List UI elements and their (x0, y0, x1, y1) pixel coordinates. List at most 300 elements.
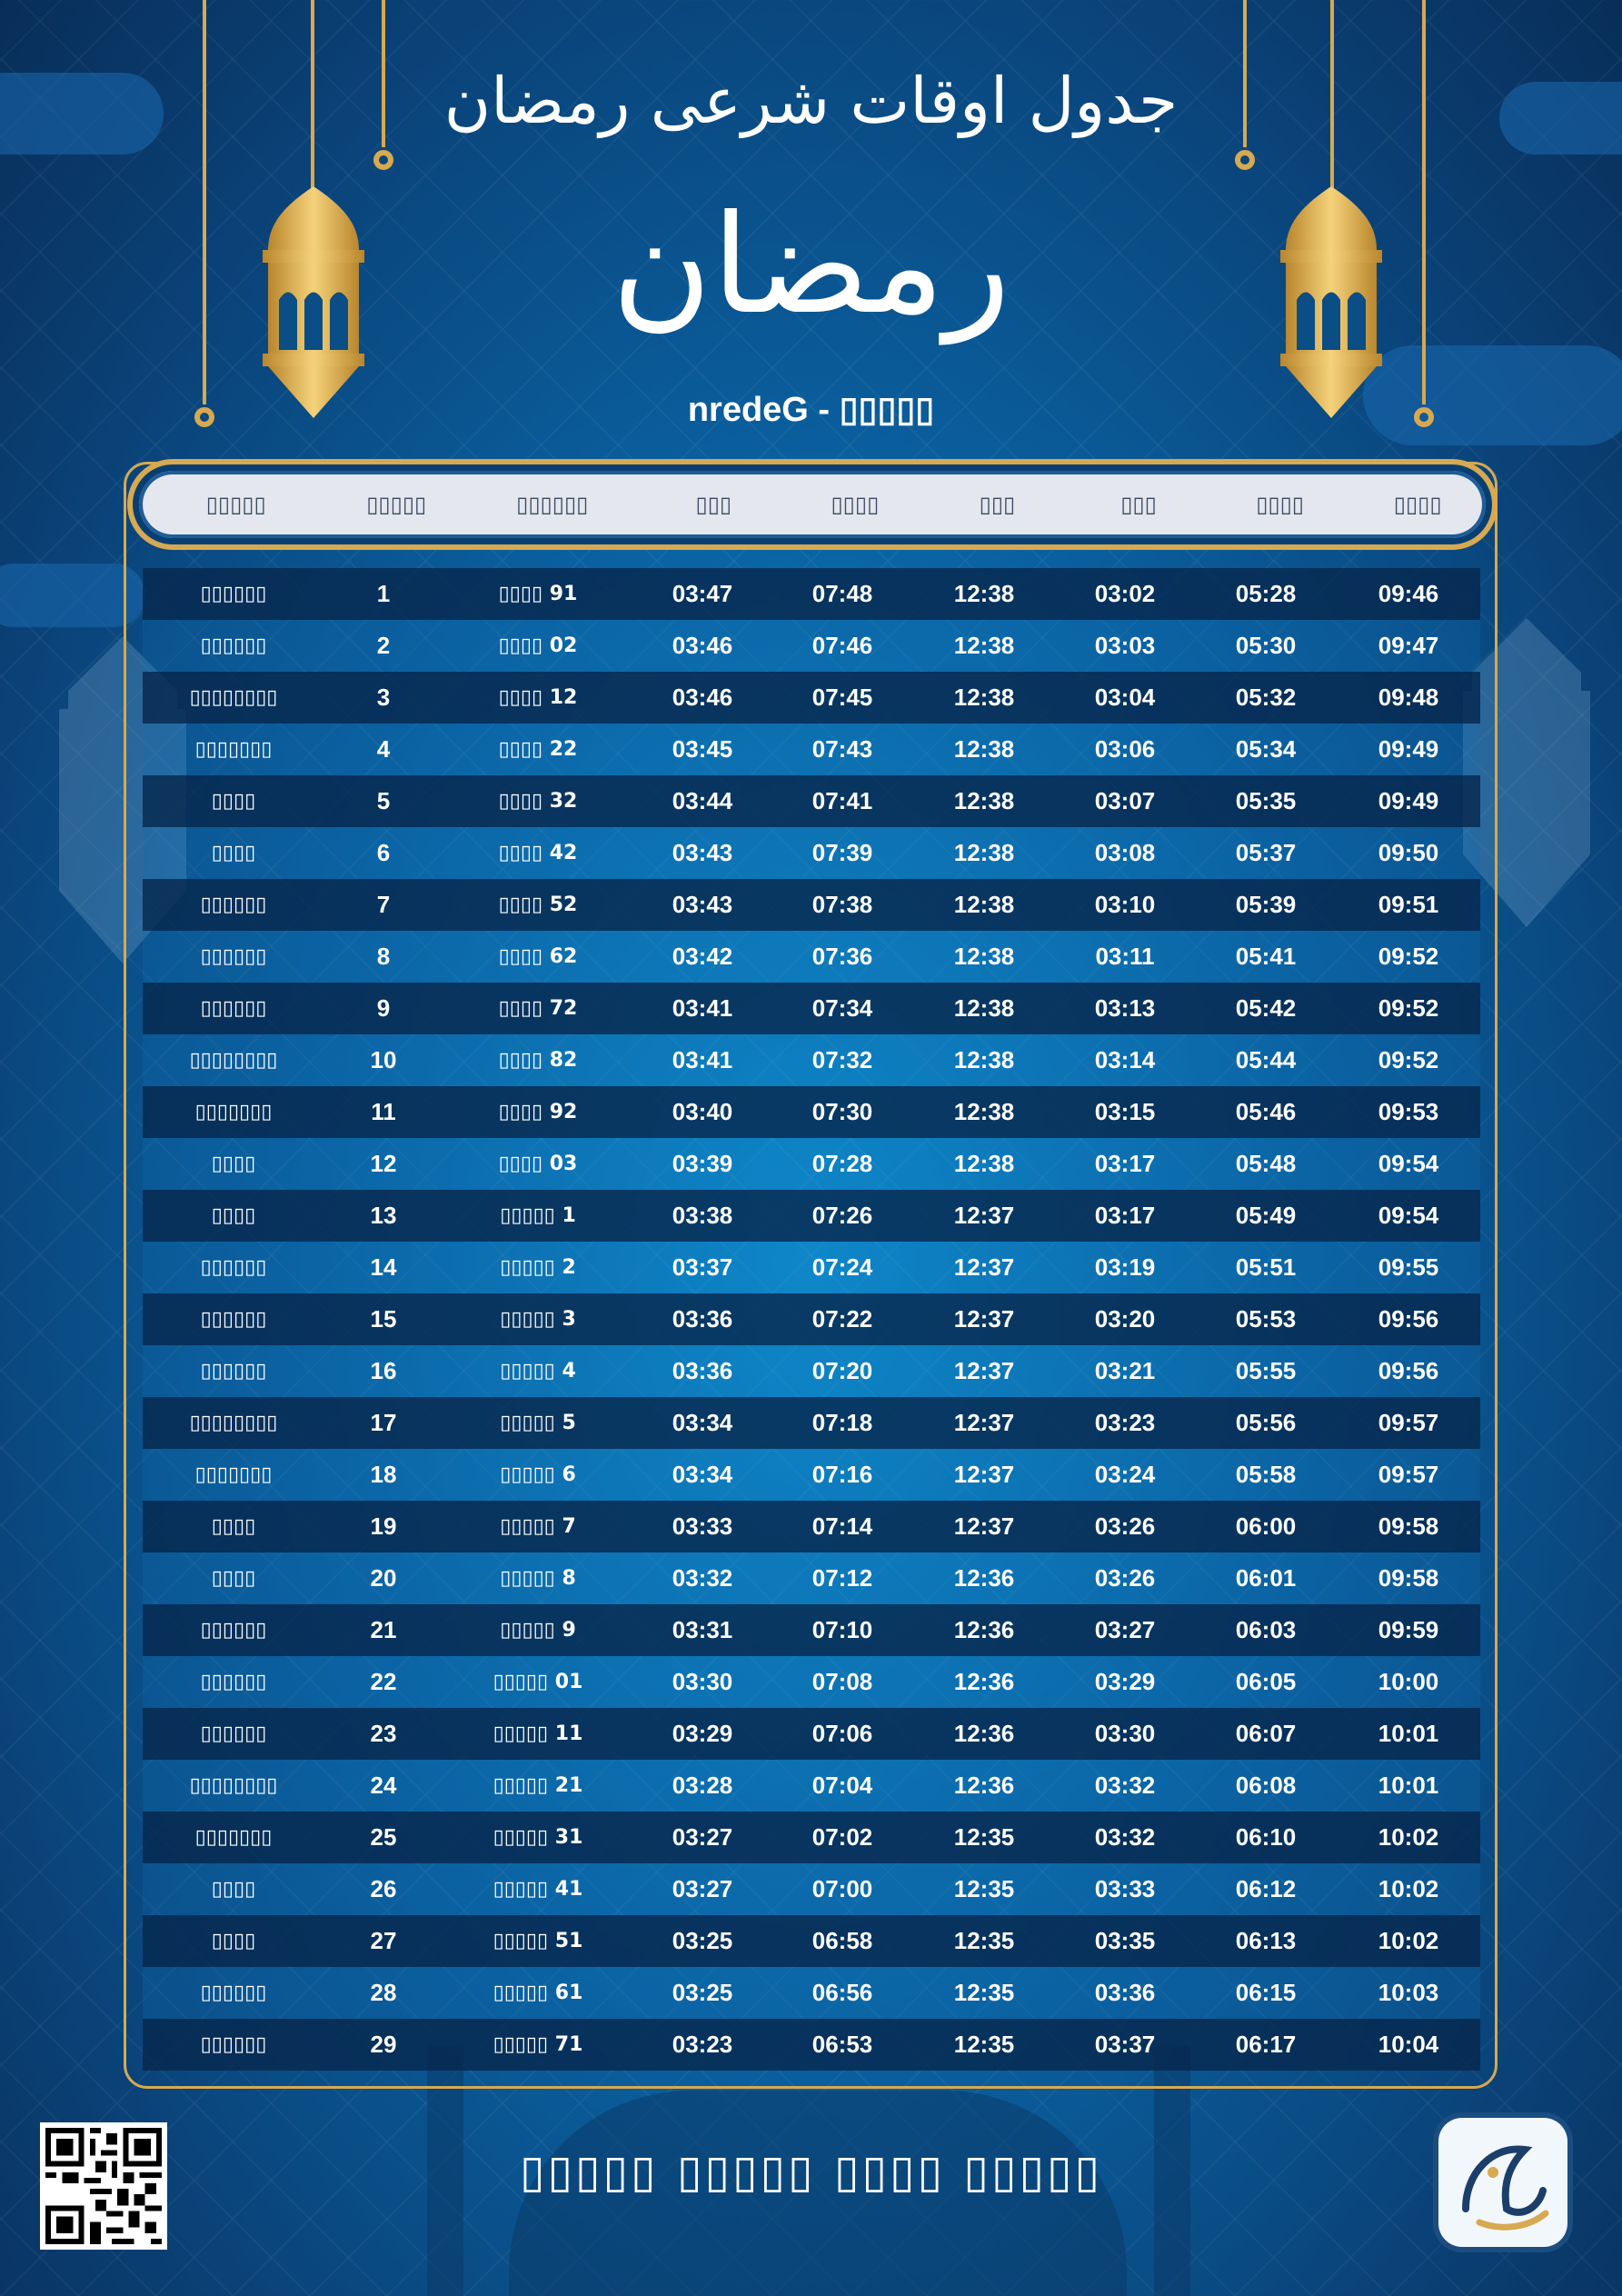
table-cell: 03:23 (1094, 1409, 1156, 1436)
table-row (143, 2019, 1480, 2071)
table-cell: ▯▯▯▯ (211, 1567, 256, 1590)
table-cell: 07:38 (811, 891, 873, 918)
table-cell: ▯▯▯▯▯ 21 (493, 1774, 583, 1797)
table-cell: 09:54 (1378, 1150, 1439, 1177)
table-cell: 14 (370, 1253, 397, 1281)
table-cell: ▯▯▯▯ 03 (498, 1153, 578, 1175)
table-cell: 09:56 (1378, 1357, 1439, 1384)
table-cell: 07:41 (811, 787, 873, 814)
table-cell: ▯▯▯▯▯▯▯ (194, 1463, 273, 1486)
table-cell: 03:35 (1094, 1927, 1156, 1954)
table-cell: ▯▯▯▯▯▯▯▯ (189, 1774, 278, 1797)
table-cell: 09:48 (1378, 684, 1439, 711)
table-cell: 03:45 (672, 735, 733, 763)
location-subtitle: nredeG - ▯▯▯▯▯ (687, 391, 935, 429)
table-row (143, 1863, 1480, 1915)
table-cell: ▯▯▯▯▯ 4 (500, 1360, 576, 1383)
table-cell: 07:36 (811, 943, 873, 970)
table-cell: 6 (376, 839, 391, 866)
table-row (143, 1397, 1480, 1449)
table-cell: 27 (370, 1927, 397, 1954)
table-cell: 07:45 (811, 684, 873, 711)
table-cell: 06:07 (1235, 1720, 1297, 1747)
table-cell: 03:36 (672, 1357, 733, 1384)
table-cell: 05:51 (1235, 1253, 1297, 1281)
table-cell: 03:23 (672, 2031, 733, 2058)
table-cell: ▯▯▯▯▯ 6 (500, 1463, 576, 1486)
table-cell: 03:43 (672, 891, 733, 918)
table-cell: ▯▯▯▯ 52 (498, 893, 578, 916)
table-header (127, 459, 1498, 550)
table-cell: 05:56 (1235, 1409, 1297, 1436)
table-cell: ▯▯▯▯▯ 51 (493, 1930, 583, 1952)
table-cell: 03:29 (672, 1720, 733, 1747)
table-row (143, 1760, 1480, 1812)
table-cell: 5 (376, 787, 391, 814)
table-cell: 03:33 (1094, 1875, 1156, 1902)
table-cell: ▯▯▯▯▯ 61 (493, 1982, 583, 2004)
table-row (143, 1708, 1480, 1760)
table-cell: 09:52 (1378, 994, 1439, 1022)
table-cell: 03:17 (1094, 1202, 1156, 1229)
table-cell: ▯▯▯▯ 92 (498, 1101, 578, 1123)
table-cell: ▯▯▯▯▯ 2 (500, 1256, 576, 1279)
table-cell: 05:39 (1235, 891, 1297, 918)
table-cell: 07:34 (811, 994, 873, 1022)
table-cell: ▯▯▯▯▯▯▯▯ (189, 1049, 278, 1072)
table-cell: 10:02 (1378, 1875, 1439, 1902)
table-cell: ▯▯▯▯ 42 (498, 842, 578, 864)
table-cell: 06:13 (1235, 1927, 1297, 1954)
table-cell: 03:21 (1094, 1357, 1156, 1384)
table-cell: 07:24 (811, 1253, 873, 1281)
table-cell: ▯▯▯▯ 12 (498, 686, 578, 709)
table-cell: ▯▯▯▯▯▯ (200, 583, 267, 605)
table-row (143, 827, 1480, 879)
table-cell: 03:34 (672, 1461, 733, 1488)
table-cell: ▯▯▯▯ (211, 1878, 256, 1901)
calligraphy-logo-icon (1438, 2118, 1567, 2247)
table-cell: 12:37 (953, 1305, 1015, 1333)
table-cell: 1 (376, 580, 391, 607)
table-cell: 06:17 (1235, 2031, 1297, 2058)
table-row (143, 568, 1480, 620)
table-cell: ▯▯▯▯ 72 (498, 997, 578, 1020)
page-title: رمضان (612, 186, 1010, 344)
table-cell: 03:30 (672, 1668, 733, 1695)
table-cell: 03:11 (1095, 943, 1155, 970)
table-row (143, 724, 1480, 775)
table-cell: 12 (370, 1150, 397, 1177)
table-cell: 13 (370, 1202, 397, 1229)
table-cell: 07:48 (811, 580, 873, 607)
table-cell: 07:10 (811, 1616, 873, 1643)
column-header: ▯▯▯▯▯ (205, 492, 266, 517)
table-cell: 12:35 (953, 1927, 1015, 1954)
table-cell: 12:37 (953, 1253, 1015, 1281)
table-row (143, 1812, 1480, 1863)
table-cell: 03:33 (672, 1512, 733, 1540)
table-cell: 25 (370, 1823, 397, 1851)
table-cell: 21 (370, 1616, 397, 1643)
table-cell: 24 (370, 1772, 397, 1799)
table-row (143, 1345, 1480, 1397)
table-cell: 03:02 (1094, 580, 1156, 607)
table-cell: 03:19 (1094, 1253, 1156, 1281)
table-cell: ▯▯▯▯▯▯ (200, 1722, 267, 1745)
table-cell: 05:41 (1235, 943, 1297, 970)
table-cell: 12:37 (953, 1409, 1015, 1436)
table-cell: 03:15 (1094, 1098, 1156, 1125)
table-cell: 12:38 (953, 632, 1015, 659)
table-cell: 05:49 (1235, 1202, 1297, 1229)
table-cell: ▯▯▯▯ 02 (498, 634, 578, 657)
table-body (143, 568, 1480, 2071)
table-cell: 26 (370, 1875, 397, 1902)
table-cell: 06:56 (811, 1979, 873, 2006)
table-cell: ▯▯▯▯▯ 11 (493, 1722, 583, 1745)
table-cell: 03:28 (672, 1772, 733, 1799)
table-cell: 03:04 (1094, 684, 1156, 711)
table-cell: 07:12 (811, 1564, 873, 1592)
table-cell: 05:32 (1235, 684, 1297, 711)
table-cell: 07:43 (811, 735, 873, 763)
table-cell: 03:37 (672, 1253, 733, 1281)
table-cell: 06:01 (1235, 1564, 1297, 1592)
table-cell: 12:36 (953, 1668, 1015, 1695)
table-cell: ▯▯▯▯▯▯▯ (194, 1101, 273, 1123)
table-cell: ▯▯▯▯ (211, 1515, 256, 1538)
table-cell: 18 (370, 1461, 397, 1488)
table-cell: 12:37 (953, 1461, 1015, 1488)
table-cell: ▯▯▯▯▯ 5 (500, 1412, 576, 1434)
table-cell: 03:38 (672, 1202, 733, 1229)
column-header: ▯▯▯▯ (1256, 492, 1305, 517)
table-row (143, 672, 1480, 724)
table-cell: 07:14 (811, 1512, 873, 1540)
table-cell: 07:18 (811, 1409, 873, 1436)
column-header: ▯▯▯▯ (1393, 492, 1442, 517)
table-cell: 23 (370, 1720, 397, 1747)
table-cell: 09:52 (1378, 1046, 1439, 1073)
table-row (143, 1034, 1480, 1086)
table-cell: ▯▯▯▯▯ 1 (500, 1204, 576, 1227)
table-cell: 05:46 (1235, 1098, 1297, 1125)
table-cell: 12:38 (953, 1046, 1015, 1073)
table-cell: 05:48 (1235, 1150, 1297, 1177)
table-cell: 12:36 (953, 1772, 1015, 1799)
table-cell: 7 (376, 891, 391, 918)
table-row (143, 931, 1480, 983)
table-cell: 10:03 (1378, 1979, 1439, 2006)
table-cell: 03:20 (1094, 1305, 1156, 1333)
table-cell: 07:26 (811, 1202, 873, 1229)
table-cell: 07:46 (811, 632, 873, 659)
table-cell: 03:07 (1094, 787, 1156, 814)
table-cell: ▯▯▯▯▯ 41 (493, 1878, 583, 1901)
table-cell: ▯▯▯▯ 91 (498, 583, 578, 605)
table-row (143, 1293, 1480, 1345)
table-cell: 05:44 (1235, 1046, 1297, 1073)
table-cell: 06:00 (1235, 1512, 1297, 1540)
table-cell: 12:38 (953, 684, 1015, 711)
table-cell: 09:49 (1378, 735, 1439, 763)
table-cell: 09:53 (1378, 1098, 1439, 1125)
table-cell: ▯▯▯▯▯▯▯ (194, 738, 273, 761)
table-cell: ▯▯▯▯ (211, 1204, 256, 1227)
table-cell: 03:36 (1094, 1979, 1156, 2006)
table-cell: ▯▯▯▯ (211, 790, 256, 813)
table-row (143, 775, 1480, 827)
table-cell: ▯▯▯▯▯ 3 (500, 1308, 576, 1331)
table-cell: 03:06 (1094, 735, 1156, 763)
table-cell: 03:26 (1094, 1512, 1156, 1540)
table-cell: 07:02 (811, 1823, 873, 1851)
table-cell: 10:02 (1378, 1823, 1439, 1851)
table-cell: 12:36 (953, 1720, 1015, 1747)
table-cell: 19 (370, 1512, 397, 1540)
table-cell: 09:49 (1378, 787, 1439, 814)
table-cell: 03:27 (672, 1875, 733, 1902)
table-cell: 09:47 (1378, 632, 1439, 659)
table-cell: 03:42 (672, 943, 733, 970)
table-cell: 03:36 (672, 1305, 733, 1333)
table-cell: 9 (376, 994, 391, 1022)
table-cell: ▯▯▯▯▯▯ (200, 1360, 267, 1383)
table-cell: 11 (371, 1098, 396, 1125)
table-cell: 12:38 (953, 891, 1015, 918)
table-cell: 09:51 (1378, 891, 1439, 918)
table-cell: 05:37 (1235, 839, 1297, 866)
column-header: ▯▯▯▯ (831, 492, 880, 517)
table-cell: 07:06 (811, 1720, 873, 1747)
table-cell: 09:54 (1378, 1202, 1439, 1229)
table-row (143, 1190, 1480, 1242)
table-cell: 03:47 (672, 580, 733, 607)
table-row (143, 620, 1480, 672)
table-cell: ▯▯▯▯ 22 (498, 738, 578, 761)
table-cell: 09:58 (1378, 1512, 1439, 1540)
table-cell: 05:55 (1235, 1357, 1297, 1384)
table-cell: 05:58 (1235, 1461, 1297, 1488)
table-cell: 03:17 (1094, 1150, 1156, 1177)
table-cell: 07:39 (811, 839, 873, 866)
table-cell: ▯▯▯▯ (211, 1153, 256, 1175)
table-cell: ▯▯▯▯▯ 71 (493, 2033, 583, 2056)
table-cell: 03:03 (1094, 632, 1156, 659)
table-cell: 03:26 (1094, 1564, 1156, 1592)
table-cell: 20 (370, 1564, 397, 1592)
table-cell: 12:37 (953, 1202, 1015, 1229)
page-top-title: جدول اوقات شرعی رمضان (443, 64, 1179, 138)
table-cell: 03:27 (1094, 1616, 1156, 1643)
table-cell: 12:38 (953, 787, 1015, 814)
table-cell: 12:38 (953, 735, 1015, 763)
table-cell: 03:30 (1094, 1720, 1156, 1747)
table-cell: 03:46 (672, 684, 733, 711)
table-cell: 07:04 (811, 1772, 873, 1799)
table-cell: 12:35 (953, 1875, 1015, 1902)
table-row (143, 1967, 1480, 2019)
table-cell: 12:35 (953, 1979, 1015, 2006)
table-cell: 09:56 (1378, 1305, 1439, 1333)
footer-text: ▯▯▯▯▯ ▯▯▯▯▯ ▯▯▯▯ ▯▯▯▯▯ (520, 2145, 1102, 2198)
table-cell: ▯▯▯▯▯ 9 (500, 1619, 576, 1642)
table-cell: 12:36 (953, 1564, 1015, 1592)
table-cell: 09:50 (1378, 839, 1439, 866)
table-row (143, 1501, 1480, 1552)
table-cell: 03:32 (1094, 1772, 1156, 1799)
table-row (143, 1449, 1480, 1501)
table-cell: 03:31 (672, 1616, 733, 1643)
table-cell: 09:57 (1378, 1461, 1439, 1488)
table-cell: 03:43 (672, 839, 733, 866)
table-cell: 05:28 (1235, 580, 1297, 607)
table-cell: 03:41 (672, 994, 733, 1022)
ring-ornament (1235, 150, 1255, 170)
table-cell: 09:55 (1378, 1253, 1439, 1281)
table-cell: 12:35 (953, 2031, 1015, 2058)
table-cell: 09:46 (1378, 580, 1439, 607)
table-cell: 05:53 (1235, 1305, 1297, 1333)
table-cell: 10:02 (1378, 1927, 1439, 1954)
table-cell: 3 (376, 684, 391, 711)
table-row (143, 983, 1480, 1034)
column-header: ▯▯▯ (695, 492, 732, 517)
table-cell: 28 (370, 1979, 397, 2006)
table-cell: ▯▯▯▯▯▯ (200, 1671, 267, 1693)
table-cell: 05:35 (1235, 787, 1297, 814)
table-cell: 06:05 (1235, 1668, 1297, 1695)
table-cell: ▯▯▯▯ 82 (498, 1049, 578, 1072)
table-cell: 03:14 (1094, 1046, 1156, 1073)
table-cell: 03:27 (672, 1823, 733, 1851)
table-cell: ▯▯▯▯▯▯ (200, 1256, 267, 1279)
table-cell: 15 (370, 1305, 397, 1333)
table-cell: 8 (376, 943, 391, 970)
table-cell: 03:08 (1094, 839, 1156, 866)
table-cell: 10 (370, 1046, 397, 1073)
table-cell: 12:38 (953, 1098, 1015, 1125)
table-cell: 12:37 (953, 1512, 1015, 1540)
table-cell: 22 (370, 1668, 397, 1695)
table-row (143, 1656, 1480, 1708)
table-cell: 05:34 (1235, 735, 1297, 763)
table-cell: 16 (370, 1357, 397, 1384)
table-cell: 12:36 (953, 1616, 1015, 1643)
table-cell: 06:15 (1235, 1979, 1297, 2006)
column-header: ▯▯▯▯▯ (366, 492, 427, 517)
table-cell: 12:38 (953, 580, 1015, 607)
table-cell: 07:22 (811, 1305, 873, 1333)
table-cell: 03:24 (1094, 1461, 1156, 1488)
table-cell: 06:08 (1235, 1772, 1297, 1799)
table-cell: ▯▯▯▯▯▯▯▯ (189, 686, 278, 709)
table-cell: 03:41 (672, 1046, 733, 1073)
table-cell: 10:04 (1378, 2031, 1439, 2058)
table-cell: 09:59 (1378, 1616, 1439, 1643)
table-row (143, 1086, 1480, 1138)
table-cell: 06:03 (1235, 1616, 1297, 1643)
table-cell: ▯▯▯▯▯▯ (200, 1982, 267, 2004)
table-cell: 10:01 (1378, 1772, 1439, 1799)
table-cell: ▯▯▯▯ (211, 842, 256, 864)
table-cell: 2 (376, 632, 391, 659)
table-cell: 03:37 (1094, 2031, 1156, 2058)
table-cell: 03:13 (1094, 994, 1156, 1022)
table-cell: 03:46 (672, 632, 733, 659)
table-cell: 07:20 (811, 1357, 873, 1384)
table-cell: ▯▯▯▯▯▯ (200, 1308, 267, 1331)
table-cell: 03:29 (1094, 1668, 1156, 1695)
table-cell: 09:52 (1378, 943, 1439, 970)
table-cell: ▯▯▯▯▯▯ (200, 1619, 267, 1642)
table-cell: 10:00 (1378, 1668, 1439, 1695)
table-cell: 09:58 (1378, 1564, 1439, 1592)
table-cell: ▯▯▯▯▯▯ (200, 634, 267, 657)
table-cell: ▯▯▯▯▯▯ (200, 997, 267, 1020)
table-cell: 06:58 (811, 1927, 873, 1954)
table-cell: ▯▯▯▯▯▯▯▯ (189, 1412, 278, 1434)
table-cell: ▯▯▯▯▯▯ (200, 945, 267, 968)
table-cell: ▯▯▯▯▯ 8 (500, 1567, 576, 1590)
table-cell: 03:32 (672, 1564, 733, 1592)
table-cell: 06:12 (1235, 1875, 1297, 1902)
table-row (143, 879, 1480, 931)
table-cell: 07:28 (811, 1150, 873, 1177)
table-cell: ▯▯▯▯ (211, 1930, 256, 1952)
table-cell: 03:25 (672, 1927, 733, 1954)
table-cell: ▯▯▯▯▯ 01 (493, 1671, 583, 1693)
table-cell: 03:25 (672, 1979, 733, 2006)
table-cell: 4 (376, 735, 391, 763)
table-cell: 10:01 (1378, 1720, 1439, 1747)
table-row (143, 1138, 1480, 1190)
table-cell: 03:32 (1094, 1823, 1156, 1851)
table-cell: 06:53 (811, 2031, 873, 2058)
column-header: ▯▯▯ (979, 492, 1016, 517)
table-cell: 03:10 (1094, 891, 1156, 918)
table-cell: ▯▯▯▯▯ 31 (493, 1826, 583, 1849)
table-cell: 03:34 (672, 1409, 733, 1436)
ring-ornament (373, 150, 393, 170)
table-cell: ▯▯▯▯▯▯▯ (194, 1826, 273, 1849)
table-cell: 03:44 (672, 787, 733, 814)
table-cell: 07:16 (811, 1461, 873, 1488)
table-cell: 29 (370, 2031, 397, 2058)
table-cell: 17 (370, 1409, 397, 1436)
table-cell: 12:38 (953, 994, 1015, 1022)
table-cell: 12:38 (953, 839, 1015, 866)
table-cell: 12:38 (953, 943, 1015, 970)
table-row (143, 1552, 1480, 1604)
table-cell: 03:39 (672, 1150, 733, 1177)
table-row (143, 1242, 1480, 1293)
table-row (143, 1915, 1480, 1967)
table-cell: ▯▯▯▯▯▯ (200, 893, 267, 916)
table-cell: ▯▯▯▯▯ 7 (500, 1515, 576, 1538)
table-cell: 07:32 (811, 1046, 873, 1073)
table-cell: ▯▯▯▯ 62 (498, 945, 578, 968)
table-cell: 05:30 (1235, 632, 1297, 659)
table-cell: ▯▯▯▯ 32 (498, 790, 578, 813)
column-header: ▯▯▯ (1120, 492, 1157, 517)
table-row (143, 1604, 1480, 1656)
table-cell: 09:57 (1378, 1409, 1439, 1436)
table-cell: 12:37 (953, 1357, 1015, 1384)
table-cell: 12:38 (953, 1150, 1015, 1177)
column-header: ▯▯▯▯▯▯ (516, 492, 589, 517)
